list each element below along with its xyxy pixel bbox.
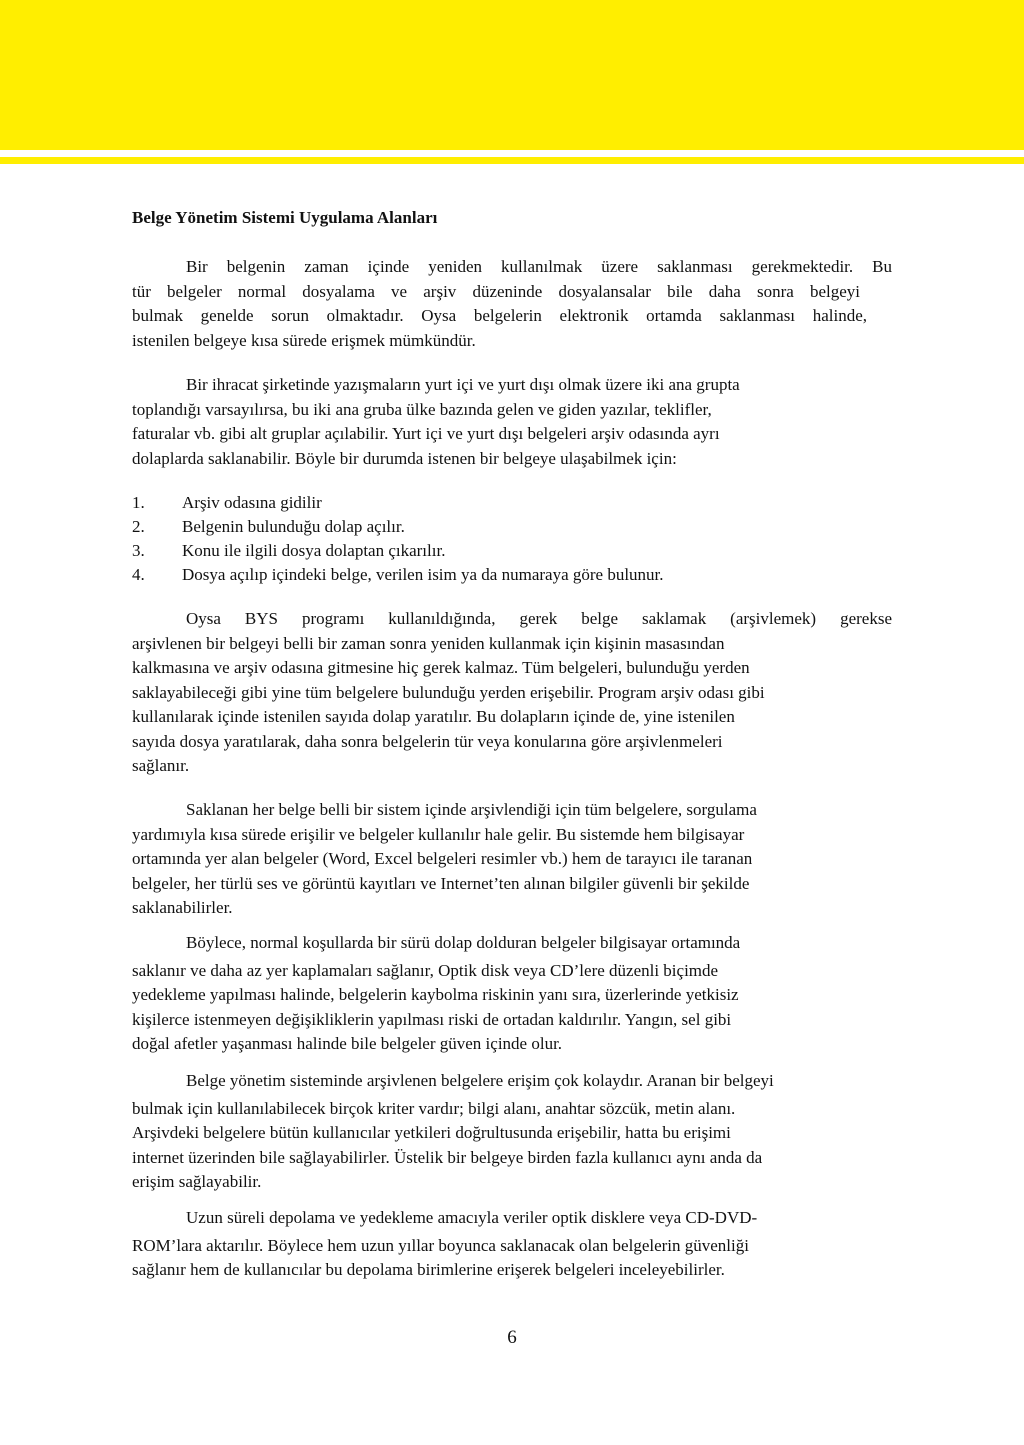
paragraph-line: bulmak için kullanılabilecek birçok kriter vardır; bilgi alanı, anahtar sözcük, metin alanı.: [132, 1098, 736, 1118]
paragraph-line: ROM’lara aktarılır. Böylece hem uzun yıllar boyunca saklanacak olan belgelerin güvenliği: [132, 1235, 749, 1255]
section-heading: Belge Yönetim Sistemi Uygulama Alanları: [132, 208, 438, 227]
list-item: [132, 539, 664, 563]
paragraph-line: doğal afetler yaşanması halinde bile belgeler güven içinde olur.: [132, 1034, 563, 1053]
paragraph-line: faturalar vb. gibi alt gruplar açılabilir. Yurt içi ve yurt dışı belgeleri arşiv odasında ayrı: [132, 424, 720, 443]
paragraph-line: Belge yönetim sisteminde arşivlenen belgelere erişim çok kolaydır. Aranan bir belgeyi: [186, 1071, 774, 1090]
paragraph-line: Böylece, normal koşullarda bir sürü dolap dolduran belgeler bilgisayar ortamında: [186, 933, 741, 952]
paragraph-line: saklanır ve daha az yer kaplamaları sağlanır, Optik disk veya CD’lere düzenli biçimde: [132, 960, 719, 980]
paragraph-line: saklayabileceği gibi yine tüm belgelere bulunduğu yerden erişebilir. Program arşiv odası gibi: [132, 682, 765, 702]
paragraph-line: Oysa BYS programı kullanıldığında, gerek belge saklamak (arşivlemek) gerekse: [186, 609, 892, 628]
list-text: Konu ile ilgili dosya dolaptan çıkarılır.: [182, 541, 446, 560]
list-item: [132, 491, 664, 515]
paragraph-line: toplandığı varsayılırsa, bu iki ana gruba ülke bazında gelen ve giden yazılar, teklifler,: [132, 399, 712, 419]
paragraph-line: kişilerce istenmeyen değişikliklerin yapılması riski de ortadan kaldırılır. Yangın, sel gibi: [132, 1009, 732, 1029]
header-stripe: [0, 157, 1024, 164]
list-text: Arşiv odasına gidilir: [182, 493, 322, 512]
list-text: Dosya açılıp içindeki belge, verilen isim ya da numaraya göre bulunur.: [182, 565, 664, 584]
paragraph-6: [132, 1069, 892, 1195]
list-item: [132, 563, 664, 587]
paragraph-line: Bir ihracat şirketinde yazışmaların yurt içi ve yurt dışı olmak üzere iki ana grupta: [186, 375, 740, 394]
paragraph-line: ortamında yer alan belgeler (Word, Excel belgeleri resimler vb.) hem de tarayıcı ile taranan: [132, 849, 753, 868]
paragraph-line: Arşivdeki belgelere bütün kullanıcılar yetkileri doğrultusunda erişebilir, hatta bu erişimi: [132, 1123, 731, 1142]
paragraph-line: Bir belgenin zaman içinde yeniden kullanılmak üzere saklanması gerekmektedir. Bu: [186, 257, 892, 276]
paragraph-5: [132, 931, 892, 1057]
paragraph-7: [132, 1206, 892, 1283]
paragraph-2: [132, 373, 892, 471]
page-number: 6: [507, 1327, 517, 1348]
paragraph-line: dolaplarda saklanabilir. Böyle bir durumda istenen bir belgeye ulaşabilmek için:: [132, 448, 677, 468]
paragraph-line: Uzun süreli depolama ve yedekleme amacıyla veriler optik disklere veya CD-DVD-: [186, 1208, 758, 1227]
paragraph-line: sağlanır.: [132, 756, 190, 775]
list-item: [132, 515, 664, 539]
paragraph-line: istenilen belgeye kısa sürede erişmek mümkündür.: [132, 330, 476, 350]
paragraph-line: bulmak genelde sorun olmaktadır. Oysa belgelerin elektronik ortamda saklanması halinde,: [132, 306, 867, 325]
header-banner: [0, 0, 1024, 150]
paragraph-line: yardımıyla kısa sürede erişilir ve belgeler kullanılır hale gelir. Bu sistemde hem bilgisayar: [132, 824, 745, 844]
paragraph-line: kullanılarak içinde istenilen sayıda dolap yaratılır. Bu dolapların içinde de, yine istenilen: [132, 707, 735, 726]
list-number: 4.: [132, 565, 145, 584]
paragraph-line: arşivlenen bir belgeyi belli bir zaman sonra yeniden kullanmak için kişinin masasından: [132, 633, 725, 653]
paragraph-line: sayıda dosya yaratılarak, daha sonra belgelerin tür veya konularına göre arşivlenmeleri: [132, 731, 723, 751]
paragraph-1: [132, 255, 892, 353]
paragraph-line: erişim sağlayabilir.: [132, 1172, 262, 1191]
paragraph-line: sağlanır hem de kullanıcılar bu depolama birimlerine erişerek belgeleri inceleyebilirler.: [132, 1260, 725, 1279]
paragraph-line: tür belgeler normal dosyalama ve arşiv düzeninde dosyalansalar bile daha sonra belgeyi: [132, 281, 860, 301]
paragraph-line: Saklanan her belge belli bir sistem içinde arşivlendiği için tüm belgelere, sorgulama: [186, 800, 757, 819]
paragraph-4: [132, 798, 892, 921]
list-number: 2.: [132, 517, 145, 536]
list-number: 3.: [132, 541, 145, 560]
steps-list: [132, 491, 664, 587]
paragraph-line: saklanabilirler.: [132, 898, 233, 917]
list-text: Belgenin bulunduğu dolap açılır.: [182, 517, 405, 536]
paragraph-line: internet üzerinden bile sağlayabilirler. Üstelik bir belgeye birden fazla kullanıcı aynı anda da: [132, 1147, 763, 1167]
paragraph-line: belgeler, her türlü ses ve görüntü kayıtları ve Internet’ten alınan bilgiler güvenli bir şekilde: [132, 873, 750, 893]
paragraph-3: [132, 607, 892, 779]
paragraph-line: kalkmasına ve arşiv odasına gitmesine hiç gerek kalmaz. Tüm belgeleri, bulunduğu yerden: [132, 658, 750, 677]
paragraph-line: yedekleme yapılması halinde, belgelerin kaybolma riskinin yanı sıra, üzerlerinde yetkisiz: [132, 985, 739, 1004]
list-number: 1.: [132, 493, 145, 512]
